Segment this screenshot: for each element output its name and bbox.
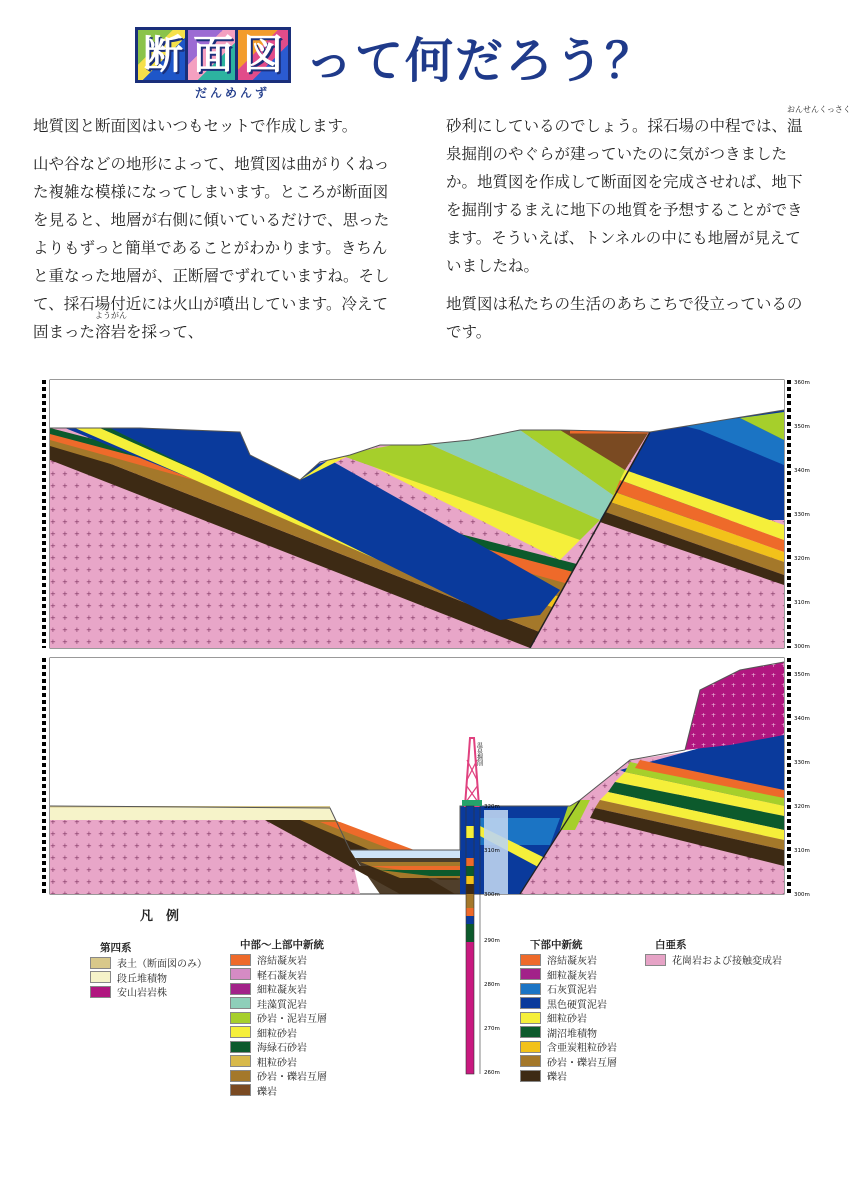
section-bottom-ticks — [794, 672, 810, 898]
legend-label: 礫岩 — [257, 1086, 277, 1098]
tick-bot-1: 340m — [794, 716, 810, 722]
title-box-1: 断 — [135, 27, 191, 83]
legend-swatch — [230, 997, 251, 1009]
legend-item — [230, 982, 307, 995]
legend-swatch — [520, 1026, 541, 1038]
legend-swatch — [520, 954, 541, 966]
legend-label: 含亜炭粗粒砂岩 — [547, 1043, 617, 1054]
legend-item — [520, 953, 597, 966]
title-box-3: 図 — [235, 27, 291, 83]
section-bottom — [44, 658, 789, 894]
legend-item — [520, 997, 607, 1010]
legend-label: 砂岩・泥岩互層 — [257, 1014, 327, 1025]
ruby-lava: ようがん — [95, 311, 128, 320]
legend-group-title: 第四系 — [100, 942, 132, 954]
tick-bot-5: 300m — [794, 892, 810, 898]
legend-label: 溶結凝灰岩 — [547, 956, 597, 967]
legend-item — [520, 1026, 597, 1039]
legend-swatch — [90, 957, 111, 969]
legend-label: 石灰質泥岩 — [547, 985, 597, 996]
legend-label: 表土（断面図のみ） — [117, 959, 207, 970]
legend-label: 砂岩・礫岩互層 — [547, 1057, 617, 1069]
well-tick-2: 300m — [484, 892, 500, 898]
legend-item — [520, 968, 597, 981]
legend-title: 凡 例 — [140, 909, 180, 924]
tick-top-6: 300m — [794, 644, 810, 650]
legend-swatch — [520, 1070, 541, 1082]
legend-swatch — [520, 968, 541, 980]
tick-bot-2: 330m — [794, 760, 810, 766]
tick-bot-0: 350m — [794, 672, 810, 678]
legend-swatch — [230, 968, 251, 980]
title-box-2: 面 — [185, 27, 241, 83]
legend-label: 段丘堆積物 — [117, 973, 167, 985]
well-tick-5: 270m — [484, 1026, 500, 1032]
legend-label: 細粒砂岩 — [257, 1028, 297, 1040]
legend-label: 粗粒砂岩 — [257, 1057, 297, 1069]
legend-swatch — [230, 1012, 251, 1024]
tick-top-3: 330m — [794, 512, 810, 518]
legend-label: 礫岩 — [547, 1072, 567, 1083]
legend-item — [90, 956, 207, 969]
legend-label: 細粒砂岩 — [547, 1014, 587, 1025]
legend-item — [520, 1040, 617, 1053]
legend-item — [230, 1011, 327, 1024]
legend-swatch — [90, 986, 111, 998]
well-tick-4: 280m — [484, 982, 500, 988]
legend-item — [230, 1084, 277, 1097]
tick-top-4: 320m — [794, 556, 810, 562]
main-paragraph: 山や谷などの地形によって、地質図は曲がりくねった複雑な模様になってしまいます。ところが断面図を見ると、地層が右側に傾いているだけで、思ったよりもずっと簡単であることがわかります。きちんと重なった地層が、正断層でずれていますね。そして、採石場付近には火山が噴出しています。冷えて固まった ようがん 溶岩を採って、 — [33, 155, 390, 341]
intro-paragraph: 地質図と断面図はいつもセットで作成します。 — [33, 117, 358, 135]
legend-item — [230, 953, 307, 966]
legend-label: 湖沼堆積物 — [547, 1028, 597, 1040]
legend-swatch — [520, 1055, 541, 1067]
closing-paragraph: 地質図は私たちの生活のあちこちで役立っているのです。 — [446, 295, 803, 341]
title-text: って何だろう？ — [305, 33, 656, 89]
legend-swatch — [230, 983, 251, 995]
legend-swatch — [230, 954, 251, 966]
legend-label: 海緑石砂岩 — [257, 1043, 307, 1054]
legend-label: 花崗岩および接触変成岩 — [672, 956, 782, 967]
legend-item — [520, 1055, 617, 1068]
legend-swatch — [230, 1084, 251, 1096]
legend-swatch — [645, 954, 666, 966]
legend-swatch — [90, 971, 111, 983]
well-label: 温泉掘削 — [475, 742, 483, 766]
legend-item — [90, 971, 167, 984]
well-tick-0: 320m — [484, 804, 500, 810]
tick-bot-3: 320m — [794, 804, 810, 810]
legend-label: 黒色硬質泥岩 — [547, 999, 607, 1011]
legend-item — [230, 1055, 297, 1068]
legend-item — [520, 1011, 587, 1024]
tick-top-2: 340m — [794, 468, 810, 474]
title-ruby: だんめんず — [195, 86, 271, 100]
legend-swatch — [230, 1041, 251, 1053]
legend-swatch — [520, 1012, 541, 1024]
legend-label: 安山岩岩株 — [117, 988, 167, 999]
section-top-ticks — [794, 380, 810, 650]
legend-group-title: 白亜系 — [655, 939, 687, 951]
legend-label: 砂岩・礫岩互層 — [257, 1072, 327, 1083]
legend-item — [230, 968, 307, 981]
legend-group-title: 下部中新統 — [530, 939, 583, 951]
legend — [55, 905, 815, 1098]
legend-swatch — [230, 1026, 251, 1038]
well-tick-1: 310m — [484, 848, 500, 854]
legend-item — [230, 997, 307, 1010]
legend-item — [230, 1026, 297, 1039]
legend-label: 細粒凝灰岩 — [257, 985, 307, 996]
well-tick-3: 290m — [484, 938, 500, 944]
legend-label: 軽石凝灰岩 — [257, 970, 307, 982]
legend-swatch — [230, 1070, 251, 1082]
legend-swatch — [230, 1055, 251, 1067]
ruby-drilling: おんせんくっさく — [787, 105, 851, 114]
legend-item — [520, 1069, 567, 1082]
tick-top-5: 310m — [794, 600, 810, 606]
legend-group-title: 中部～上部中新統 — [240, 939, 324, 951]
legend-label: 細粒凝灰岩 — [547, 970, 597, 982]
legend-swatch — [520, 983, 541, 995]
legend-item — [645, 953, 782, 966]
tick-bot-4: 310m — [794, 848, 810, 854]
legend-item — [90, 985, 167, 998]
section-top — [44, 380, 789, 648]
legend-label: 溶結凝灰岩 — [257, 956, 307, 967]
well-tick-6: 260m — [484, 1070, 500, 1076]
legend-item — [230, 1040, 307, 1053]
legend-swatch — [520, 997, 541, 1009]
tick-top-0: 360m — [794, 380, 810, 386]
tick-top-1: 350m — [794, 424, 810, 430]
legend-label: 珪藻質泥岩 — [257, 999, 307, 1011]
legend-swatch — [520, 1041, 541, 1053]
continued-paragraph: 砂利にしているのでしょう。採石場の中程では、 おんせんくっさく 温泉掘削のやぐらが建っていたのに気がつきましたか。地質図を作成して断面図を完成させれば、地下を掘削するまえに地下の地質を予想することができます。そういえば、トンネルの中にも地層が見えていましたね。 — [446, 105, 851, 275]
legend-item — [520, 982, 597, 995]
legend-item — [230, 1069, 327, 1082]
